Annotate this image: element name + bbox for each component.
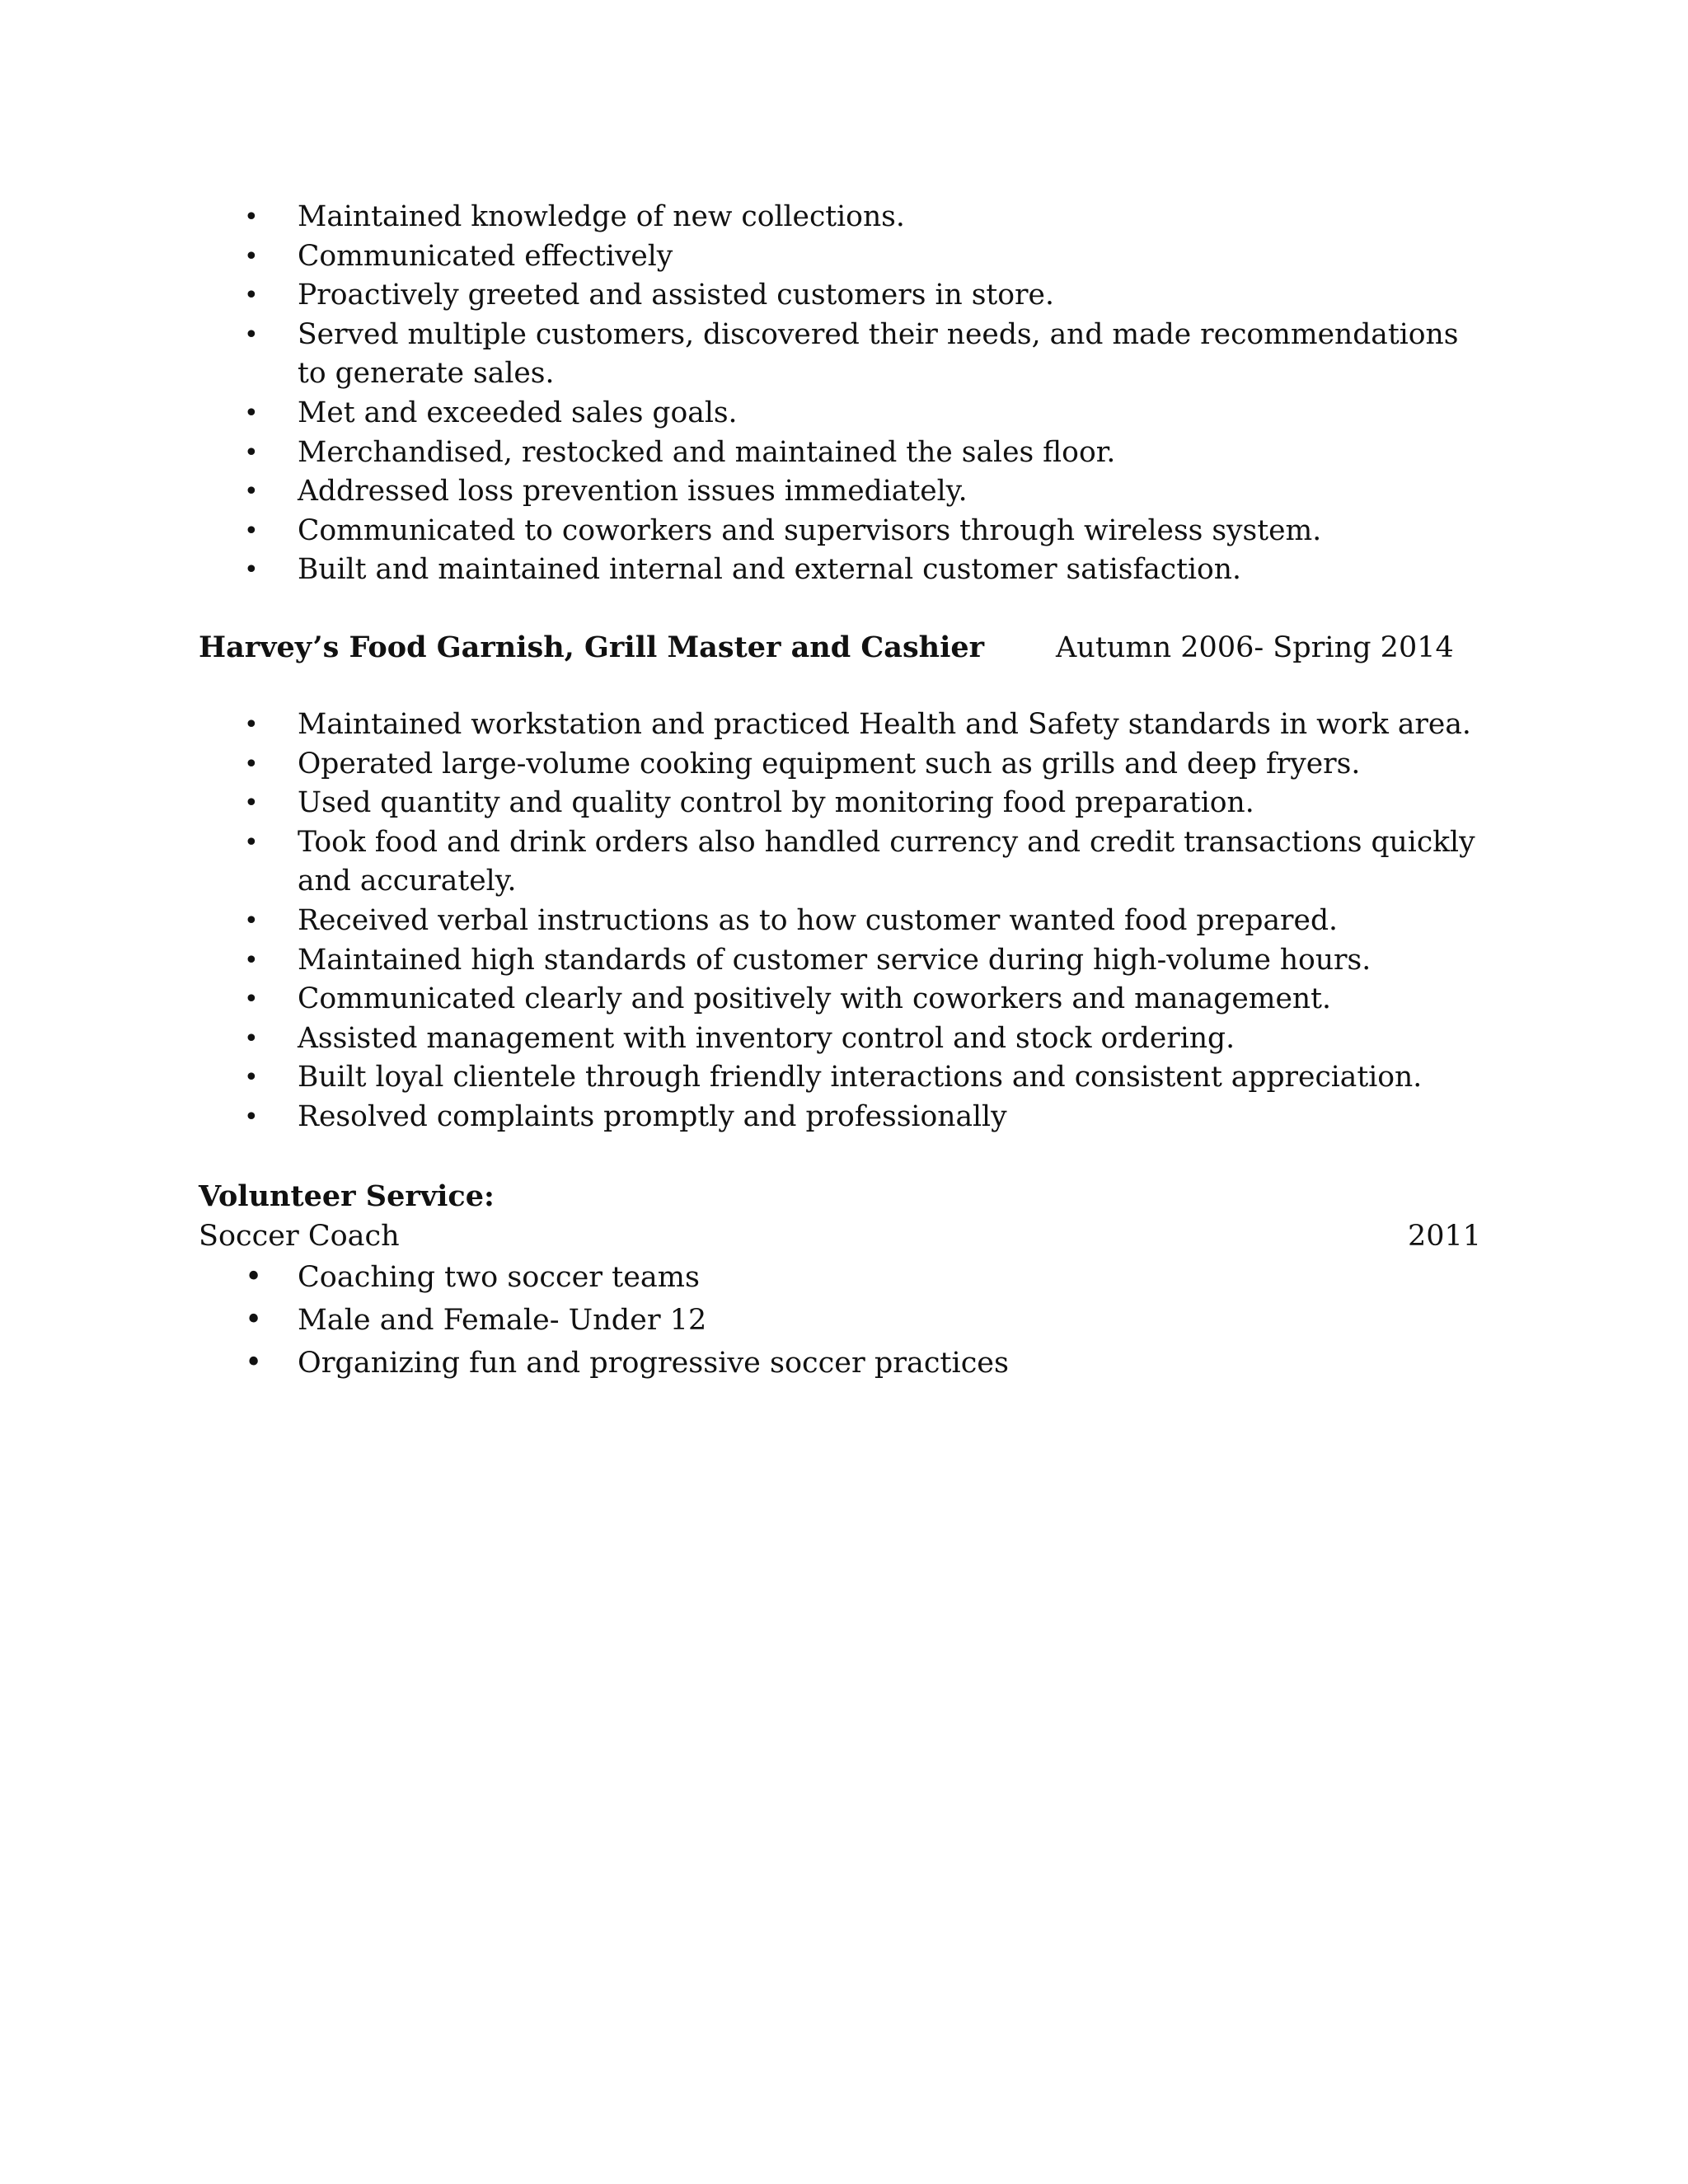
list-item-text: Maintained knowledge of new collections. (298, 200, 905, 233)
volunteer-year: 2011 (1408, 1220, 1482, 1253)
list-item (0, 980, 1493, 1019)
bullet-icon: • (244, 985, 259, 1015)
list-item (0, 434, 1493, 473)
list-item-text: Merchandised, restocked and maintained the sales floor. (298, 435, 1116, 469)
list-item (0, 1342, 1493, 1385)
bullet-icon: • (244, 749, 259, 779)
bullet-icon: • (244, 477, 259, 507)
list-item-text: Operated large-volume cooking equipment such as grills and deep fryers. (298, 747, 1361, 780)
list-item-text: Built loyal clientele through friendly interactions and consistent appreciation. (298, 1061, 1423, 1094)
list-item-text: Assisted management with inventory control and stock ordering. (298, 1021, 1236, 1055)
list-item (0, 823, 1493, 902)
bullet-icon: • (244, 789, 259, 818)
list-item-text: Maintained high standards of customer service during high-volume hours. (298, 943, 1372, 977)
retail-duties-list (0, 198, 1493, 590)
bullet-icon: • (244, 1024, 259, 1053)
list-item (0, 1256, 1493, 1299)
list-item-text: Organizing fun and progressive soccer practices (298, 1347, 1009, 1380)
bullet-icon: • (244, 710, 259, 739)
bullet-icon: • (244, 945, 259, 975)
list-item-text: Used quantity and quality control by monitoring food preparation. (298, 786, 1254, 820)
bullet-icon: • (244, 281, 259, 311)
bullet-icon: • (245, 1303, 263, 1337)
list-item (0, 902, 1493, 941)
list-item-text: Maintained workstation and practiced Health and Safety standards in work area. (298, 708, 1471, 741)
list-item (0, 745, 1493, 785)
list-item-text: Received verbal instructions as to how customer wanted food prepared. (298, 903, 1339, 937)
list-item-text: Communicated effectively (298, 239, 673, 273)
list-item-text: Built and maintained internal and external customer satisfaction. (298, 553, 1241, 587)
list-item (0, 1299, 1493, 1342)
bullet-icon: • (244, 241, 259, 271)
list-item-text: Coaching two soccer teams (298, 1261, 700, 1294)
list-item (0, 276, 1493, 316)
harveys-duties-list (0, 705, 1493, 1137)
list-item-text: Took food and drink orders also handled currency and credit transactions quickly and accurately. (298, 825, 1475, 898)
list-item (0, 198, 1493, 237)
volunteer-role: Soccer Coach (199, 1220, 400, 1253)
job-dates: Autumn 2006- Spring 2014 (1056, 631, 1454, 664)
job-heading: Harvey’s Food Garnish, Grill Master and Cashier (199, 630, 985, 664)
list-item (0, 1019, 1493, 1059)
bullet-icon: • (245, 1260, 263, 1294)
bullet-icon: • (244, 827, 259, 857)
list-item (0, 705, 1493, 745)
bullet-icon: • (244, 555, 259, 585)
bullet-icon: • (244, 320, 259, 349)
bullet-icon: • (244, 438, 259, 467)
list-item (0, 551, 1493, 590)
volunteer-section-title: Volunteer Service: (199, 1179, 495, 1213)
bullet-icon: • (244, 516, 259, 546)
list-item-text: Proactively greeted and assisted customers in store. (298, 279, 1054, 312)
list-item (0, 394, 1493, 434)
bullet-icon: • (244, 398, 259, 428)
volunteer-duties-list (0, 1256, 1493, 1385)
list-item-text: Communicated to coworkers and supervisors through wireless system. (298, 513, 1322, 547)
bullet-icon: • (244, 1102, 259, 1132)
list-item-text: Addressed loss prevention issues immediately. (298, 475, 968, 509)
list-item (0, 1098, 1493, 1137)
list-item-text: Met and exceeded sales goals. (298, 396, 738, 429)
list-item (0, 784, 1493, 823)
list-item-text: Resolved complaints promptly and professionally (298, 1099, 1007, 1133)
list-item-text: Male and Female- Under 12 (298, 1304, 707, 1337)
list-item (0, 512, 1493, 551)
list-item (0, 472, 1493, 512)
list-item-text: Served multiple customers, discovered their needs, and made recommendations to generate sales. (298, 317, 1459, 391)
list-item (0, 316, 1493, 394)
list-item (0, 1058, 1493, 1098)
list-item (0, 237, 1493, 277)
bullet-icon: • (244, 1063, 259, 1093)
bullet-icon: • (244, 203, 259, 232)
bullet-icon: • (245, 1346, 263, 1380)
list-item (0, 941, 1493, 981)
list-item-text: Communicated clearly and positively with coworkers and management. (298, 982, 1331, 1016)
bullet-icon: • (244, 906, 259, 935)
